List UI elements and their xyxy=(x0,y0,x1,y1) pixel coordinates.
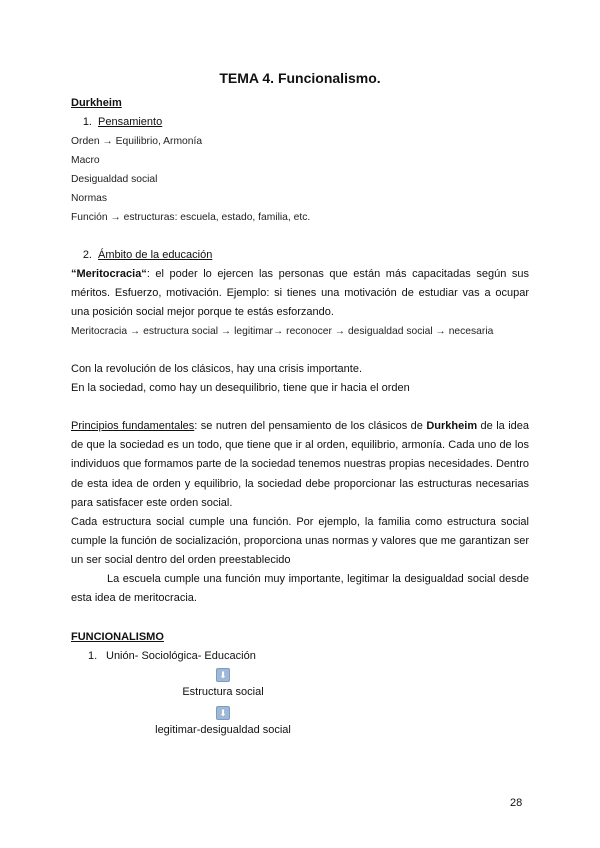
flow-step: Estructura social xyxy=(182,686,264,698)
pensamiento-heading xyxy=(71,113,529,132)
pensamiento-line: Macro xyxy=(71,155,100,166)
pensamiento-line: Función → estructuras: escuela, estado, familia, etc. xyxy=(71,212,311,223)
pensamiento-line: Orden → Equilibrio, Armonía xyxy=(71,136,203,147)
principios-text: : se nutren del pensamiento de los clásicos de xyxy=(194,420,427,432)
pensamiento-label: Pensamiento xyxy=(98,116,163,128)
principios-paragraph xyxy=(71,417,529,513)
pensamiento-line: Desigualdad social xyxy=(71,174,158,185)
flow-arrow xyxy=(0,668,446,682)
meritocracia-chain: Meritocracia → estructura social → legitimar→ reconocer → desigualdad social → necesaria xyxy=(71,326,494,337)
crisis-line: En la sociedad, como hay un desequilibrio, tiene que ir hacia el orden xyxy=(71,382,410,394)
flow-arrow xyxy=(0,706,446,720)
flow-step: legitimar-desigualdad social xyxy=(155,724,291,736)
meritocracia-paragraph xyxy=(71,265,529,323)
section-heading-funcionalismo: FUNCIONALISMO xyxy=(71,631,164,643)
section-heading-durkheim: Durkheim xyxy=(71,97,122,109)
escuela-paragraph: La escuela cumple una función muy importante, legitimar la desigualdad social desde esta idea de meritocracia. xyxy=(71,573,529,605)
meritocracia-text: : el poder lo ejercen las personas que están más capacitadas según sus méritos. Esfuerzo, motivación. Ejemplo: si tienes una motivación de estudiar vas a ocupar una posición social mejor porque te estás esforzando. xyxy=(71,268,529,319)
ambito-label: Ámbito de la educación xyxy=(98,249,213,261)
list-number: 1. xyxy=(88,650,98,662)
page-title: TEMA 4. Funcionalismo. xyxy=(219,70,381,86)
down-arrow-icon: ⬇ xyxy=(216,668,230,682)
down-arrow-icon: ⬇ xyxy=(216,706,230,720)
principios-label: Principios fundamentales xyxy=(71,420,195,432)
pensamiento-line: Normas xyxy=(71,193,108,204)
principios-text-after: de la idea de que la sociedad es un todo, que tiene que ir al orden, equilibrio, armonía. Cada uno de los individuos que formamos parte de la sociedad tenemos nuestras propias necesidades. Dentro de esta idea de orden y equilibrio, la sociedad debe proporcionar las estructuras necesarias para satisfacer este orden social. xyxy=(71,420,529,509)
crisis-line: Con la revolución de los clásicos, hay una crisis importante. xyxy=(71,363,363,375)
list-number: 1. xyxy=(82,116,92,128)
funcionalismo-item xyxy=(88,647,528,666)
ambito-heading xyxy=(71,246,529,265)
durkheim-name: Durkheim xyxy=(426,420,478,432)
list-number: 2. xyxy=(82,249,92,261)
funcionalismo-item-label: Unión- Sociológica- Educación xyxy=(106,650,256,662)
page-number: 28 xyxy=(510,797,523,809)
estructura-paragraph: Cada estructura social cumple una función. Por ejemplo, la familia como estructura social cumple la función de socialización, proporciona unas normas y valores que me garantizan ser un ser social dentro del orden preestablecido xyxy=(71,516,529,567)
meritocracia-term: “Meritocracia“ xyxy=(71,268,147,280)
